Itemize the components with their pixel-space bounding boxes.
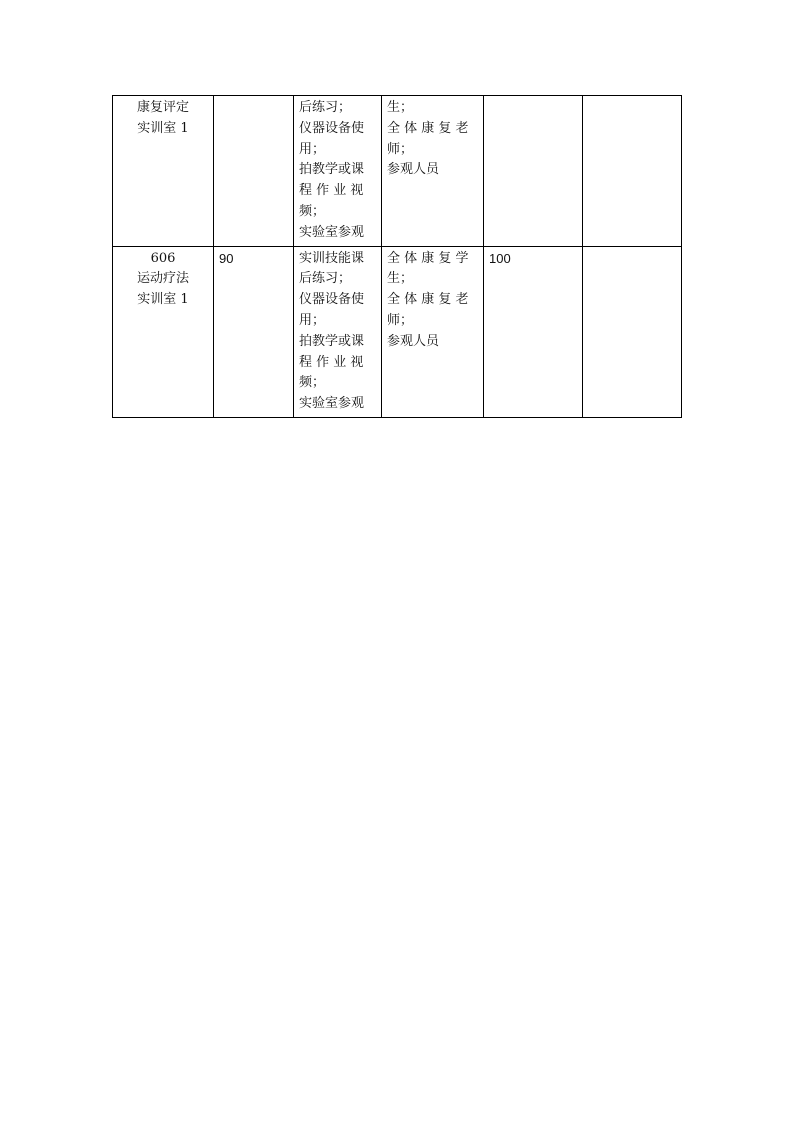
audience-cell xyxy=(382,96,484,247)
content-line: 频； xyxy=(299,203,326,219)
content-cell xyxy=(294,246,382,417)
content-line: 程 作 业 视 xyxy=(299,354,364,370)
room-cell xyxy=(113,96,214,247)
note-cell xyxy=(583,96,682,247)
count-cell: 100 xyxy=(484,246,583,417)
content-line: 仪器设备使 xyxy=(299,292,365,308)
audience-line: 师； xyxy=(387,141,414,157)
table-row xyxy=(113,96,682,247)
number-cell xyxy=(214,96,294,247)
audience-line: 全 体 康 复 老 xyxy=(387,292,469,308)
room-line: 实训室 1 xyxy=(137,292,189,308)
audience-line: 全 体 康 复 老 xyxy=(387,120,469,136)
room-line: 实训室 1 xyxy=(137,120,189,136)
count-cell xyxy=(484,96,583,247)
content-line: 拍教学或课 xyxy=(299,333,365,349)
content-line: 用； xyxy=(299,141,326,157)
content-line: 拍教学或课 xyxy=(299,162,365,178)
content-line: 用； xyxy=(299,312,326,328)
room-line: 康复评定 xyxy=(136,100,189,115)
lab-schedule-table xyxy=(112,95,682,418)
audience-line: 参观人员 xyxy=(387,162,440,178)
table-row xyxy=(113,246,682,417)
content-line: 后练习； xyxy=(299,100,352,115)
audience-line: 生； xyxy=(387,271,414,287)
room-cell xyxy=(113,246,214,417)
content-line: 仪器设备使 xyxy=(299,120,365,136)
content-line: 频； xyxy=(299,375,326,391)
room-line: 606 xyxy=(150,250,176,266)
audience-line: 师； xyxy=(387,312,414,328)
audience-line: 生； xyxy=(387,100,414,115)
room-line: 运动疗法 xyxy=(136,271,189,287)
note-cell xyxy=(583,246,682,417)
content-cell xyxy=(294,96,382,247)
content-line: 程 作 业 视 xyxy=(299,183,364,199)
content-line: 实训技能课 xyxy=(299,250,365,266)
audience-line: 全 体 康 复 学 xyxy=(387,250,469,266)
audience-cell xyxy=(382,246,484,417)
content-line: 实验室参观 xyxy=(299,224,365,240)
content-line: 后练习； xyxy=(299,271,352,287)
audience-line: 参观人员 xyxy=(387,333,440,349)
number-cell: 90 xyxy=(214,246,294,417)
content-line: 实验室参观 xyxy=(299,396,365,412)
